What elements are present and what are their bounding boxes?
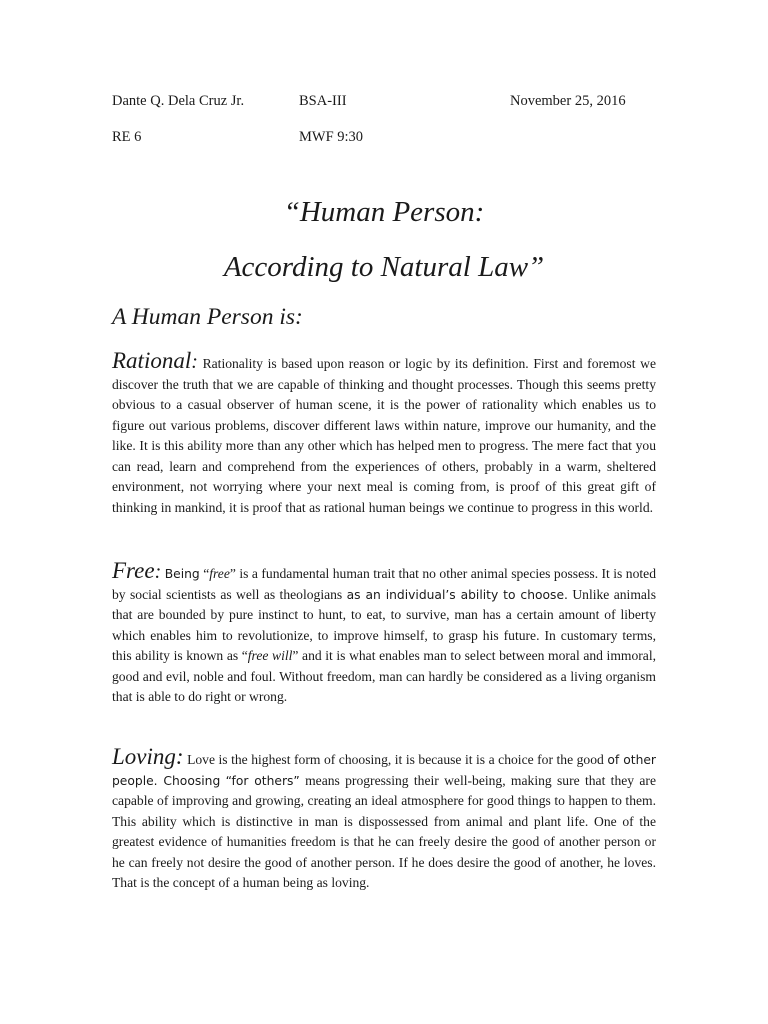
subject-code: RE 6 (112, 129, 142, 145)
loving-body-alt: of other people. Choosing (112, 753, 656, 788)
rational-body: Rationality is based upon reason or logic by its definition. First and foremost we discover the truth that we are capable of thinking and thought processes. Though this seems pretty obvious to a casual observer of human scene, it is the power of rationality which enables us to figure out various problems, discover different laws within nature, improve our humanity, and the like. It is this ability more than any other which has helped men to progress. The mere fact that you can read, learn and comprehend from the experiences of others, probably in a warm, sheltered environment, not worrying where your next meal is coming from, is proof of this great gift of thinking in mankind, it is proof that as rational human beings we continue to progress in this world. (112, 356, 656, 515)
title-line-1: “Human Person: (283, 196, 485, 228)
free-body-3: ” and it is what enables man to select between moral and immoral, good and evil, noble and foul. Without freedom, man can hardly be considered as a living organism that is able to do right or wrong. (112, 648, 656, 704)
free-being: Being (164, 567, 200, 581)
loving-body-2: means progressing their well-being, making sure that they are capable of improving and growing, creating an ideal atmosphere for good things to happen to them. This ability which is distinctive in man is dispossessed from animal and plant life. One of the greatest evidence of humanities freedom is that he can freely desire the good of another person or he can freely not desire the good of another person. If he does desire the good of another, he loves. That is the concept of a human being as loving. (112, 772, 656, 890)
free-body-1: is a fundamental human trait that no other animal species possess. It is noted by social scientists as well as theologians (112, 566, 656, 602)
free-close-quote: ” (229, 566, 236, 581)
author-name: Dante Q. Dela Cruz Jr. (112, 93, 245, 109)
loving-quote: “for others” (225, 773, 300, 788)
term-free-colon: : (154, 561, 162, 583)
term-rational-colon: : (191, 351, 198, 373)
free-body-alt: as an individual’s ability to choose. (346, 587, 568, 602)
free-body-2: Unlike animals that are bounded by pure instinct to hunt, to eat, to survive, man has a certain amount of liberty which enables him to revolutionize, to improve himself, to grasp his future. In customary terms, this ability is known as “ (112, 586, 656, 663)
term-rational: Rational (112, 348, 192, 373)
free-open-quote: “ (203, 566, 210, 581)
free-word: free (209, 566, 230, 581)
loving-body-1: Love is the highest form of choosing, it is because it is a choice for the good (187, 752, 604, 767)
term-free: Free (112, 558, 155, 583)
free-will-term: free will (247, 648, 293, 663)
paragraph-free (112, 558, 656, 708)
title-line-2: According to Natural Law” (223, 251, 545, 283)
paragraph-rational (112, 348, 656, 518)
paragraph-loving (112, 744, 656, 894)
section-heading: A Human Person is: (112, 304, 303, 330)
class-schedule: MWF 9:30 (299, 129, 364, 145)
course-year: BSA-III (299, 93, 347, 109)
document-date: November 25, 2016 (510, 93, 626, 109)
term-loving: Loving: (112, 744, 184, 769)
